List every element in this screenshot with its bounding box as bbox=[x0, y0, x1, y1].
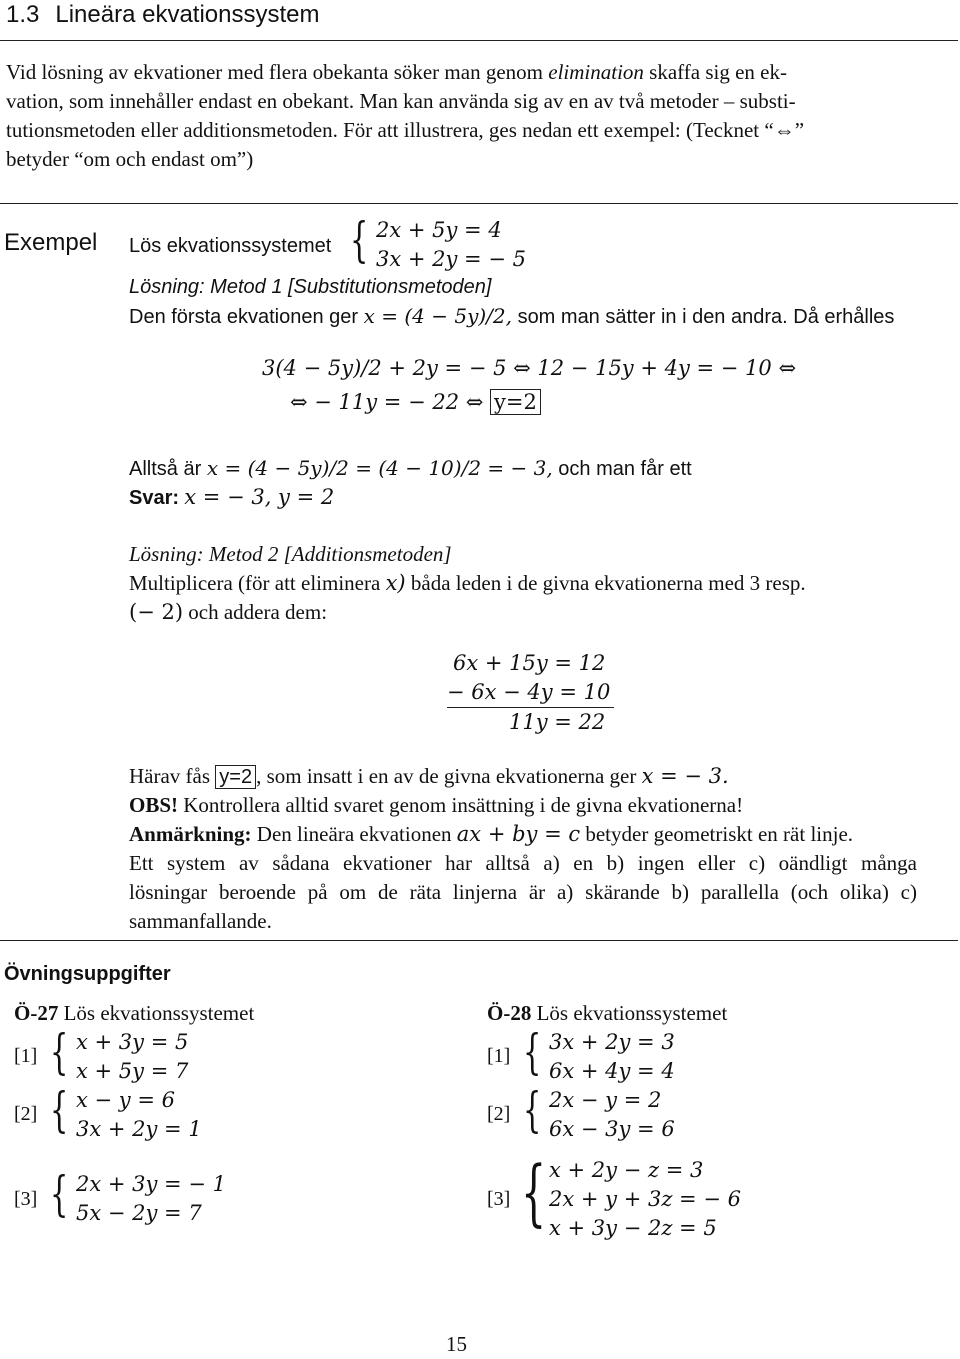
ex28-item1-eq2: 6x + 4y = 4 bbox=[549, 1059, 675, 1083]
exercise-27-id: Ö-27 bbox=[14, 1001, 59, 1025]
ex28-item3-eq2: 2x + y + 3z = − 6 bbox=[549, 1187, 741, 1211]
ex28-item2-tag: [2] bbox=[487, 1103, 511, 1125]
ex27-item3-brace: { bbox=[50, 1166, 69, 1222]
method1-heading: Lösning: Metod 1 [Substitutionsmetoden] bbox=[129, 276, 492, 298]
remark-line-2: Ett system av sådana ekvationer har alltså a) en b) ingen eller c) oändligt många bbox=[129, 851, 917, 875]
ex27-item1-brace: { bbox=[50, 1024, 69, 1080]
intro-line-2: vation, som innehåller endast en obekant. Man kan använda sig av en av två metoder – substi- bbox=[6, 89, 796, 113]
derivation-line-2: ⇔ − 11y = − 22 ⇔ y=2 bbox=[290, 388, 541, 417]
section-heading: Lineära ekvationssystem bbox=[55, 1, 320, 28]
sum-line-3: 11y = 22 bbox=[509, 710, 606, 734]
remark-line-3: lösningar beroende på om de räta linjerna är a) skärande b) parallella (och olika) c) bbox=[129, 880, 917, 904]
exercise-28-id: Ö-28 bbox=[487, 1001, 532, 1025]
answer-math: x = − 3, y = 2 bbox=[184, 485, 335, 509]
ex27-item1-eq1: x + 3y = 5 bbox=[76, 1030, 189, 1054]
hence-result-box: y=2 bbox=[215, 765, 256, 789]
sum-line-2: − 6x − 4y = 10 bbox=[447, 678, 614, 708]
exercise-27-header: Ö-27 Lös ekvationssystemet bbox=[14, 1001, 255, 1025]
hence-line: Härav fås y=2 , som insatt i en av de givna ekvationerna ger x = − 3. bbox=[129, 764, 729, 788]
answer-line bbox=[129, 483, 334, 513]
section-title bbox=[6, 0, 320, 30]
example-label: Exempel bbox=[4, 229, 98, 256]
elimination-term: elimination bbox=[548, 60, 644, 84]
exercises-heading: Övningsuppgifter bbox=[4, 963, 171, 985]
ex28-item1-brace: { bbox=[523, 1024, 542, 1080]
method2-line-2: (− 2) och addera dem: bbox=[129, 600, 328, 624]
ex28-item2-eq2: 6x − 3y = 6 bbox=[549, 1117, 675, 1141]
ex28-item3-tag: [3] bbox=[487, 1188, 511, 1210]
answer-label: Svar: bbox=[129, 487, 180, 509]
ex27-item2-tag: [2] bbox=[14, 1103, 38, 1125]
derivation-result-box: y=2 bbox=[490, 389, 541, 415]
method1-math: x = (4 − 5y)/2, bbox=[363, 304, 512, 328]
exercise-28-header: Ö-28 Lös ekvationssystemet bbox=[487, 1001, 728, 1025]
example-bottom-rule bbox=[0, 940, 958, 941]
ex27-item3-tag: [3] bbox=[14, 1188, 38, 1210]
sum-line-1: 6x + 15y = 12 bbox=[453, 651, 606, 675]
example-top-rule bbox=[0, 203, 958, 204]
ex28-item3-eq3: x + 3y − 2z = 5 bbox=[549, 1216, 717, 1240]
obs-label: OBS! bbox=[129, 793, 179, 817]
method1-text: Den första ekvationen ger x = (4 − 5y)/2, som man sätter in i den andra. Då erhålles bbox=[129, 304, 895, 328]
intro-line-4: betyder “om och endast om”) bbox=[6, 147, 254, 171]
section-number: 1.3 bbox=[6, 1, 40, 28]
ex28-item2-brace: { bbox=[523, 1082, 542, 1138]
remark-line-1: Anmärkning: Den lineära ekvationen ax + by = c betyder geometriskt en rät linje. bbox=[129, 822, 854, 846]
page-number: 15 bbox=[446, 1332, 467, 1356]
ex28-item1-eq1: 3x + 2y = 3 bbox=[549, 1030, 675, 1054]
remark-line-4: sammanfallande. bbox=[129, 909, 272, 933]
system-eq-2: 3x + 2y = − 5 bbox=[376, 247, 526, 271]
obs-line: OBS! Kontrollera alltid svaret genom insättning i de givna ekvationerna! bbox=[129, 793, 744, 817]
intro-line-1: Vid lösning av ekvationer med flera obekanta söker man genom elimination skaffa sig en ek- bbox=[6, 60, 787, 84]
ex27-item3-eq1: 2x + 3y = − 1 bbox=[76, 1172, 226, 1196]
ex28-item3-brace: { bbox=[521, 1150, 547, 1234]
method2-heading: Lösning: Metod 2 [Additionsmetoden] bbox=[129, 542, 452, 566]
therefore-line: Alltså är x = (4 − 5y)/2 = (4 − 10)/2 = − 3, och man får ett bbox=[129, 456, 692, 480]
ex28-item2-eq1: 2x − y = 2 bbox=[549, 1088, 662, 1112]
ex27-item2-brace: { bbox=[50, 1082, 69, 1138]
system-brace: { bbox=[350, 212, 369, 268]
remark-label: Anmärkning: bbox=[129, 822, 252, 846]
method2-line-1: Multiplicera (för att eliminera x) båda leden i de givna ekvationerna med 3 resp. bbox=[129, 571, 806, 595]
ex27-item3-eq2: 5x − 2y = 7 bbox=[76, 1201, 202, 1225]
example-task: Lös ekvationssystemet bbox=[129, 235, 332, 257]
iff-symbol: ⇔ bbox=[773, 118, 795, 142]
intro-line-3: tutionsmetoden eller additionsmetoden. För att illustrera, ges nedan ett exempel: (Tecknet “⇔” bbox=[6, 118, 805, 142]
ex27-item2-eq1: x − y = 6 bbox=[76, 1088, 175, 1112]
ex27-item2-eq2: 3x + 2y = 1 bbox=[76, 1117, 202, 1141]
derivation-line-1: 3(4 − 5y)/2 + 2y = − 5 ⇔ 12 − 15y + 4y = − 10 ⇔ bbox=[262, 356, 797, 380]
ex28-item1-tag: [1] bbox=[487, 1045, 511, 1067]
ex27-item1-eq2: x + 5y = 7 bbox=[76, 1059, 189, 1083]
ex28-item3-eq1: x + 2y − z = 3 bbox=[549, 1158, 704, 1182]
title-rule bbox=[0, 40, 958, 41]
ex27-item1-tag: [1] bbox=[14, 1045, 38, 1067]
system-eq-1: 2x + 5y = 4 bbox=[376, 218, 502, 242]
